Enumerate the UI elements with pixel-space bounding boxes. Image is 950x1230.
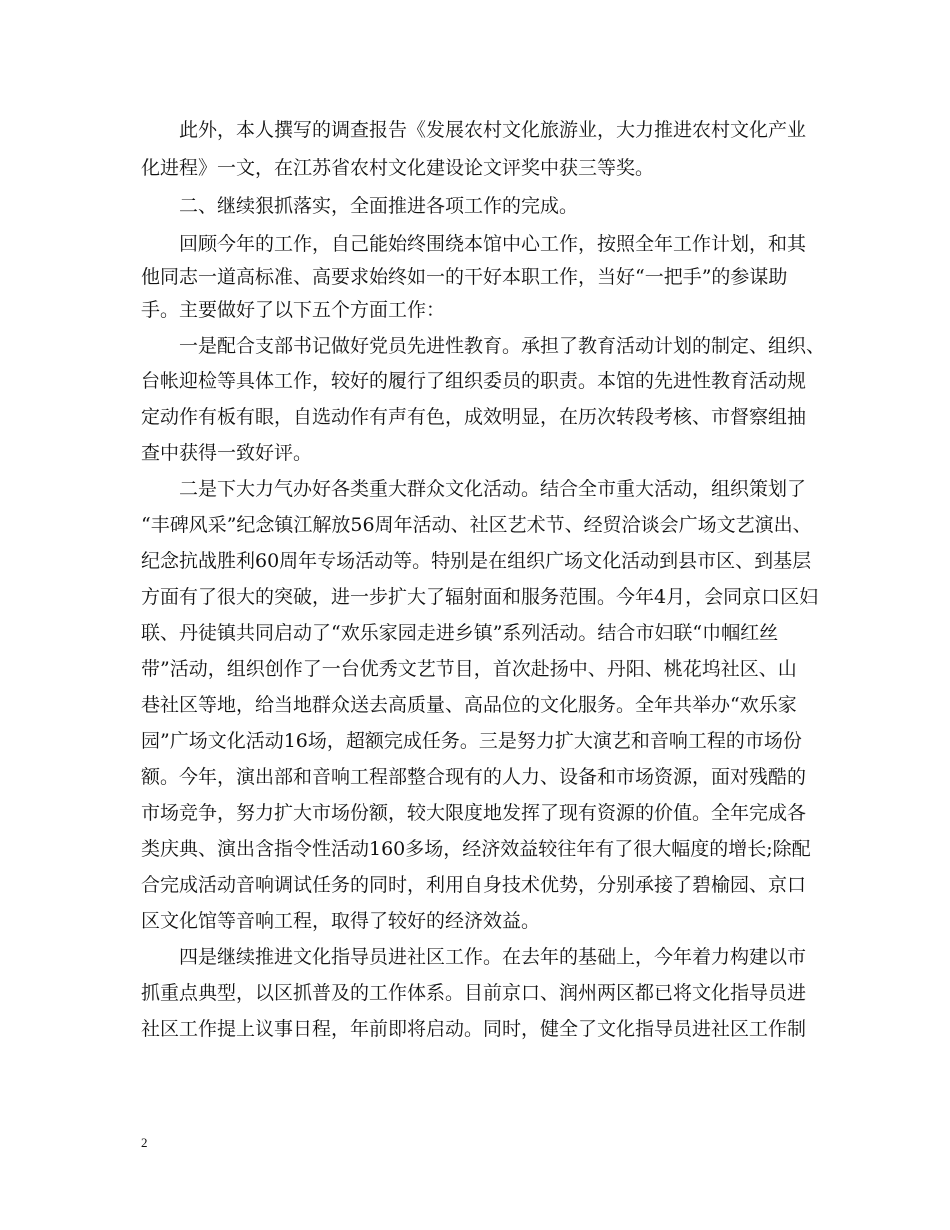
text-line: 巷社区等地，给当地群众送去高质量、高品位的文化服务。全年共举办“欢乐家 [141,694,797,716]
text-line: 二是下大力气办好各类重大群众文化活动。结合全市重大活动，组织策划了 [179,478,807,500]
text-line: 手。主要做好了以下五个方面工作： [141,299,446,321]
text-line: 他同志一道高标准、高要求始终如一的干好本职工作，当好“一把手”的参谋助 [141,266,788,288]
text-line: 二、继续狠抓落实，全面推进各项工作的完成。 [179,195,579,217]
text-line: 带”活动，组织创作了一台优秀文艺节目，首次赴扬中、丹阳、桃花坞社区、山 [141,658,797,680]
page-number: 2 [141,1135,148,1150]
text-line: 园”广场文化活动16场，超额完成任务。三是努力扩大演艺和音响工程的市场份 [141,730,802,752]
text-line: 区文化馆等音响工程，取得了较好的经济效益。 [141,910,541,932]
text-line: 方面有了很大的突破，进一步扩大了辐射面和服务范围。今年4月，会同京口区妇 [141,586,819,608]
text-line: 定动作有板有眼，自选动作有声有色，成效明显，在历次转段考核、市督察组抽 [141,406,807,428]
text-line: 化进程》一文，在江苏省农村文化建设论文评奖中获三等奖。 [141,157,655,179]
text-line: 四是继续推进文化指导员进社区工作。在去年的基础上，今年着力构建以市 [179,946,807,968]
text-line: “丰碑风采”纪念镇江解放56周年活动、社区艺术节、经贸洽谈会广场文艺演出、 [141,514,812,536]
text-line: 抓重点典型，以区抓普及的工作体系。目前京口、润州两区都已将文化指导员进 [141,982,807,1004]
text-line: 此外，本人撰写的调查报告《发展农村文化旅游业，大力推进农村文化产业 [179,119,807,141]
text-line: 合完成活动音响调试任务的同时，利用自身技术优势，分别承接了碧榆园、京口 [141,874,807,896]
text-line: 额。今年，演出部和音响工程部整合现有的人力、设备和市场资源，面对残酷的 [141,766,807,788]
text-line: 回顾今年的工作，自己能始终围绕本馆中心工作，按照全年工作计划，和其 [179,233,807,255]
text-line: 纪念抗战胜利60周年专场活动等。特别是在组织广场文化活动到县市区、到基层 [141,550,812,572]
text-line: 市场竞争，努力扩大市场份额，较大限度地发挥了现有资源的价值。全年完成各 [141,802,807,824]
text-line: 一是配合支部书记做好党员先进性教育。承担了教育活动计划的制定、组织、 [179,335,826,357]
text-line: 查中获得一致好评。 [141,442,313,464]
text-line: 联、丹徒镇共同启动了“欢乐家园走进乡镇”系列活动。结合市妇联“巾帼红丝 [141,622,779,644]
text-line: 社区工作提上议事日程，年前即将启动。同时，健全了文化指导员进社区工作制 [141,1018,807,1040]
text-line: 类庆典、演出含指令性活动160多场，经济效益较往年有了很大幅度的增长;除配 [141,838,811,860]
text-line: 台帐迎检等具体工作，较好的履行了组织委员的职责。本馆的先进性教育活动规 [141,370,807,392]
